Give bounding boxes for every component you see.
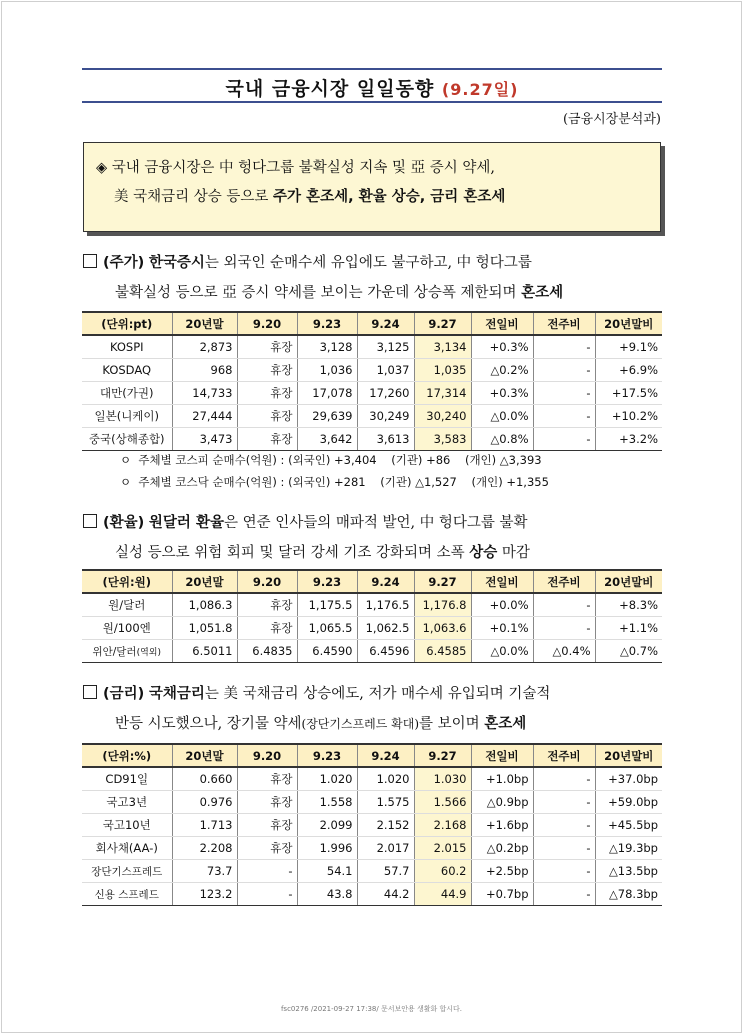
table-cell: △0.2bp (471, 837, 533, 860)
table-cell: 1,175.5 (297, 593, 357, 617)
checkbox-square-icon (83, 685, 97, 699)
table-cell: 2.168 (414, 814, 471, 837)
column-header: 9.23 (297, 312, 357, 335)
summary-box (83, 142, 661, 232)
column-header: 전일비 (471, 744, 533, 767)
table-cell: 1,176.8 (414, 593, 471, 617)
summary-line-2 (96, 183, 646, 212)
column-header: 전주비 (533, 570, 595, 593)
row-label: 원/달러 (82, 593, 172, 617)
table-cell: 1.996 (297, 837, 357, 860)
table-cell: 1,051.8 (172, 617, 237, 640)
table-cell: +0.3% (471, 382, 533, 405)
table-cell: 1.030 (414, 767, 471, 791)
table-cell: +45.5bp (595, 814, 662, 837)
table-cell: 60.2 (414, 860, 471, 883)
table-cell: △19.3bp (595, 837, 662, 860)
table-cell: 6.4590 (297, 640, 357, 663)
column-header: (단위:pt) (82, 312, 172, 335)
table-cell: 17,078 (297, 382, 357, 405)
row-label: 장단기스프레드 (82, 860, 172, 883)
table-cell: 2.017 (357, 837, 414, 860)
column-header: 20년말 (172, 312, 237, 335)
table-cell: 3,125 (357, 335, 414, 359)
row-label: 대만(가권) (82, 382, 172, 405)
table-cell: △0.8% (471, 428, 533, 451)
table-cell: 1.713 (172, 814, 237, 837)
row-label: 신용 스프레드 (82, 883, 172, 906)
table-row (82, 767, 662, 791)
table-cell: +10.2% (595, 405, 662, 428)
table-cell: 1,037 (357, 359, 414, 382)
diamond-bullet-icon: ◈ (96, 160, 108, 176)
column-header: (단위:원) (82, 570, 172, 593)
table-cell: +37.0bp (595, 767, 662, 791)
stock-section-text (83, 248, 663, 308)
row-label: 중국(상해종합) (82, 428, 172, 451)
stock-line-1: 는 외국인 순매수세 유입에도 불구하고, 中 헝다그룹 (204, 255, 532, 271)
table-cell: - (533, 814, 595, 837)
table-cell: - (533, 382, 595, 405)
table-cell: +0.7bp (471, 883, 533, 906)
table-cell: +17.5% (595, 382, 662, 405)
table-cell: - (533, 791, 595, 814)
table-cell: 1,063.6 (414, 617, 471, 640)
table-cell: 1.020 (297, 767, 357, 791)
table-cell: 1,035 (414, 359, 471, 382)
offshore-label: (역외) (136, 647, 162, 658)
column-header: 9.24 (357, 744, 414, 767)
table-cell: +1.0bp (471, 767, 533, 791)
summary-highlight: 주가 혼조세, 환율 상승, 금리 혼조세 (273, 189, 506, 205)
column-header: 9.23 (297, 570, 357, 593)
stock-line-2-bold: 혼조세 (521, 285, 564, 301)
table-row (82, 814, 662, 837)
title-date: (9.27일) (441, 80, 519, 99)
table-cell: 1.558 (297, 791, 357, 814)
column-header: 9.20 (237, 744, 297, 767)
rate-section-text (83, 679, 663, 739)
summary-text-1: 국내 금융시장은 中 헝다그룹 불확실성 지속 및 亞 증시 약세, (111, 160, 496, 176)
table-row (82, 405, 662, 428)
stock-tag: (주가) (103, 255, 145, 271)
page-title (82, 74, 662, 101)
table-cell: △0.9bp (471, 791, 533, 814)
column-header: 전일비 (471, 312, 533, 335)
table-cell: 6.4585 (414, 640, 471, 663)
table-row (82, 883, 662, 906)
row-label: KOSDAQ (82, 359, 172, 382)
table-cell: - (533, 860, 595, 883)
fx-line-2-end: 마감 (497, 545, 530, 561)
table-cell: 2.152 (357, 814, 414, 837)
table-cell: 14,733 (172, 382, 237, 405)
table-cell: 휴장 (237, 617, 297, 640)
table-cell: +0.3% (471, 335, 533, 359)
row-label: 국고10년 (82, 814, 172, 837)
fx-line-2-bold: 상승 (469, 545, 498, 561)
fx-tag: (환율) (103, 515, 145, 531)
row-label: 위안/달러(역외) (82, 640, 172, 663)
column-header: 20년말비 (595, 744, 662, 767)
column-header: 전주비 (533, 744, 595, 767)
page-footer: fsc0276 /2021-09-27 17:38/ 문서보안용 생활화 합시다. (280, 1005, 463, 1013)
row-label: KOSPI (82, 335, 172, 359)
table-cell: 휴장 (237, 428, 297, 451)
fx-table (82, 569, 662, 663)
column-header: 9.20 (237, 312, 297, 335)
department-label: (금융시장분석과) (562, 112, 661, 127)
table-cell: +3.2% (595, 428, 662, 451)
rate-subject: 국채금리 (148, 686, 205, 702)
table-cell: - (533, 883, 595, 906)
row-label: CD91일 (82, 767, 172, 791)
fx-line-2: 실성 등으로 위험 회피 및 달러 강세 기조 강화되며 소폭 (115, 545, 470, 561)
column-header: 20년말 (172, 744, 237, 767)
table-cell: 27,444 (172, 405, 237, 428)
stock-line-2: 불확실성 등으로 亞 증시 약세를 보이는 가운데 상승폭 제한되며 (115, 285, 522, 301)
table-cell: 2,873 (172, 335, 237, 359)
stock-table (82, 311, 662, 451)
kosdaq-investor-note: ㅇ 주체별 코스닥 순매수(억원) : (외국인) +281 (기관) △1,527 (개인) +1,355 (120, 475, 549, 489)
table-cell: - (533, 405, 595, 428)
column-header: 전일비 (471, 570, 533, 593)
fx-section-text (83, 508, 663, 568)
table-cell: 1.575 (357, 791, 414, 814)
table-cell: +1.1% (595, 617, 662, 640)
column-header: 9.24 (357, 570, 414, 593)
table-cell: +0.1% (471, 617, 533, 640)
table-row (82, 359, 662, 382)
table-row (82, 791, 662, 814)
table-row (82, 860, 662, 883)
table-cell: △13.5bp (595, 860, 662, 883)
column-header: 20년말 (172, 570, 237, 593)
table-cell: 휴장 (237, 837, 297, 860)
table-cell: 휴장 (237, 335, 297, 359)
table-cell: - (237, 860, 297, 883)
table-cell: 2.015 (414, 837, 471, 860)
table-cell: +2.5bp (471, 860, 533, 883)
column-header: (단위:%) (82, 744, 172, 767)
table-cell: 3,473 (172, 428, 237, 451)
table-cell: 3,642 (297, 428, 357, 451)
table-cell: 2.208 (172, 837, 237, 860)
table-cell: 123.2 (172, 883, 237, 906)
fx-line-1: 은 연준 인사들의 매파적 발언, 中 헝다그룹 불확 (223, 515, 528, 531)
column-header: 9.27 (414, 570, 471, 593)
table-row (82, 382, 662, 405)
table-cell: 3,128 (297, 335, 357, 359)
table-cell: - (533, 617, 595, 640)
fx-subject: 원달러 환율 (148, 515, 224, 531)
rate-table (82, 743, 662, 906)
table-cell: 3,613 (357, 428, 414, 451)
table-cell: △0.7% (595, 640, 662, 663)
table-cell: 73.7 (172, 860, 237, 883)
rate-line-2-bold: 혼조세 (484, 716, 527, 732)
table-cell: 1,176.5 (357, 593, 414, 617)
checkbox-square-icon (83, 514, 97, 528)
table-cell: 휴장 (237, 593, 297, 617)
table-cell: 43.8 (297, 883, 357, 906)
column-header: 20년말비 (595, 570, 662, 593)
table-cell: 968 (172, 359, 237, 382)
table-row (82, 617, 662, 640)
column-header: 9.23 (297, 744, 357, 767)
table-cell: 1.020 (357, 767, 414, 791)
table-cell: 휴장 (237, 359, 297, 382)
table-row (82, 837, 662, 860)
table-cell: +0.0% (471, 593, 533, 617)
table-row (82, 593, 662, 617)
rate-line-1: 는 美 국채금리 상승에도, 저가 매수세 유입되며 기술적 (204, 686, 551, 702)
table-cell: 1.566 (414, 791, 471, 814)
table-cell: 29,639 (297, 405, 357, 428)
table-cell: +9.1% (595, 335, 662, 359)
table-cell: △0.4% (533, 640, 595, 663)
table-cell: 54.1 (297, 860, 357, 883)
column-header: 20년말비 (595, 312, 662, 335)
rate-line-2-paren: (장단기스프레드 확대) (301, 717, 420, 731)
table-cell: 6.4835 (237, 640, 297, 663)
row-label: 원/100엔 (82, 617, 172, 640)
table-cell: +8.3% (595, 593, 662, 617)
table-cell: - (533, 767, 595, 791)
table-cell: - (533, 593, 595, 617)
table-cell: 2.099 (297, 814, 357, 837)
table-cell: - (533, 359, 595, 382)
title-text: 국내 금융시장 일일동향 (225, 78, 435, 100)
title-bottom-rule (82, 101, 662, 103)
stock-subject: 한국증시 (148, 255, 205, 271)
table-cell: 17,260 (357, 382, 414, 405)
row-label: 회사채(AA-) (82, 837, 172, 860)
kospi-investor-note: ㅇ 주체별 코스피 순매수(억원) : (외국인) +3,404 (기관) +86 (개인) △3,393 (120, 453, 542, 467)
table-cell: - (533, 837, 595, 860)
table-cell: 6.4596 (357, 640, 414, 663)
table-cell: 휴장 (237, 767, 297, 791)
table-cell: △0.0% (471, 640, 533, 663)
rate-line-2: 반등 시도했으나, 장기물 약세 (115, 716, 302, 732)
table-cell: - (237, 883, 297, 906)
table-cell: 휴장 (237, 405, 297, 428)
table-cell: 0.660 (172, 767, 237, 791)
table-cell: 17,314 (414, 382, 471, 405)
table-cell: +59.0bp (595, 791, 662, 814)
table-cell: 휴장 (237, 791, 297, 814)
table-cell: △0.0% (471, 405, 533, 428)
table-cell: 6.5011 (172, 640, 237, 663)
row-label: 일본(니케이) (82, 405, 172, 428)
table-cell: 1,036 (297, 359, 357, 382)
checkbox-square-icon (83, 254, 97, 268)
table-cell: 30,249 (357, 405, 414, 428)
table-cell: 44.2 (357, 883, 414, 906)
rate-tag: (금리) (103, 686, 145, 702)
table-cell: 1,086.3 (172, 593, 237, 617)
column-header: 9.20 (237, 570, 297, 593)
table-cell: 휴장 (237, 814, 297, 837)
column-header: 9.27 (414, 744, 471, 767)
rate-line-2-mid: 를 보이며 (419, 716, 485, 732)
row-label: 국고3년 (82, 791, 172, 814)
title-top-rule (82, 68, 662, 70)
column-header: 전주비 (533, 312, 595, 335)
summary-text-2: 美 국채금리 상승 등으로 (114, 189, 273, 205)
table-cell: +1.6bp (471, 814, 533, 837)
table-cell: △0.2% (471, 359, 533, 382)
table-row (82, 428, 662, 451)
table-cell: 휴장 (237, 382, 297, 405)
table-cell: +6.9% (595, 359, 662, 382)
table-cell: 1,062.5 (357, 617, 414, 640)
table-cell: 44.9 (414, 883, 471, 906)
table-cell: 30,240 (414, 405, 471, 428)
table-cell: 3,134 (414, 335, 471, 359)
column-header: 9.24 (357, 312, 414, 335)
table-row (82, 640, 662, 663)
table-cell: 3,583 (414, 428, 471, 451)
table-row (82, 335, 662, 359)
table-cell: 1,065.5 (297, 617, 357, 640)
table-cell: 57.7 (357, 860, 414, 883)
table-cell: - (533, 428, 595, 451)
table-cell: △78.3bp (595, 883, 662, 906)
summary-line-1 (96, 154, 646, 183)
table-cell: 0.976 (172, 791, 237, 814)
table-cell: - (533, 335, 595, 359)
column-header: 9.27 (414, 312, 471, 335)
